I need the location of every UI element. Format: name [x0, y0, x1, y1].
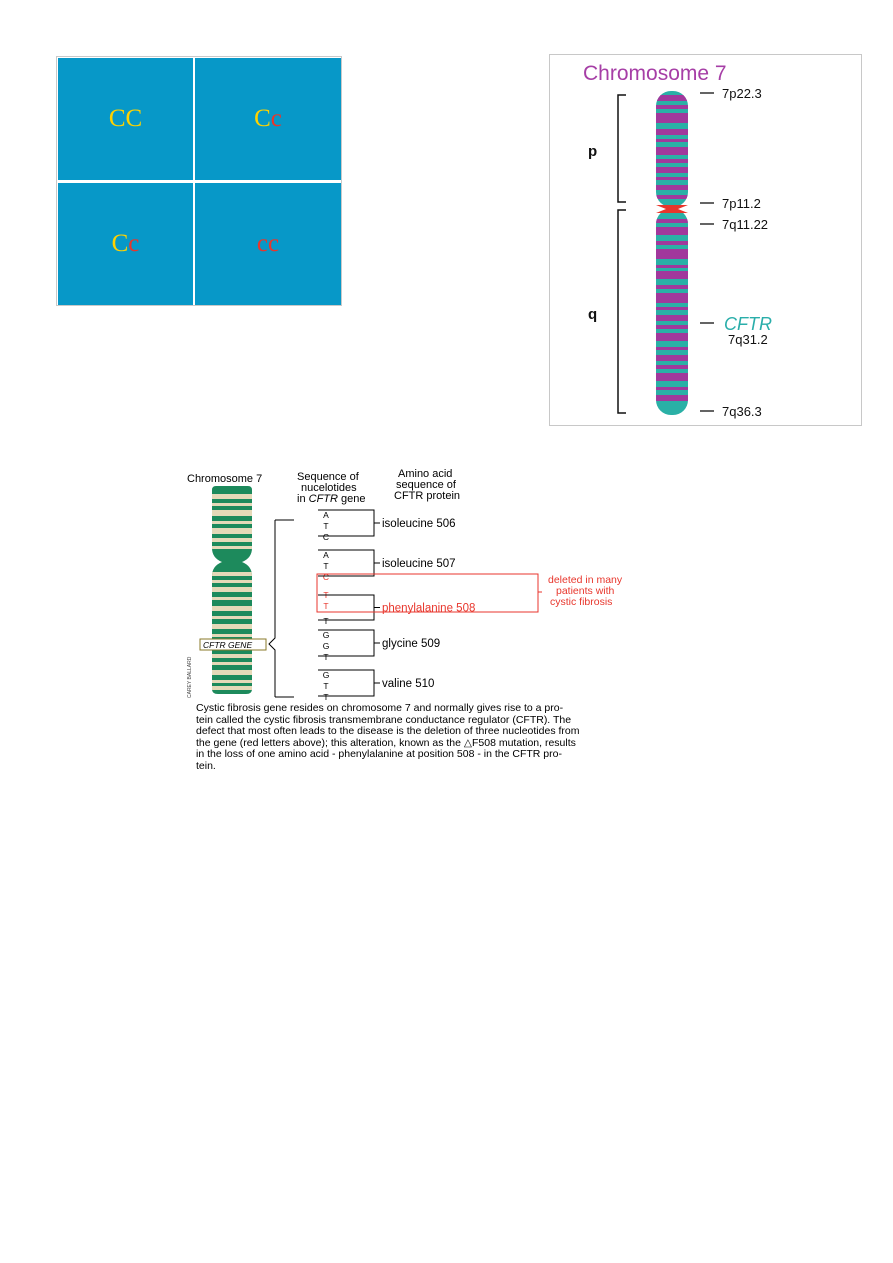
chromosome-band [650, 373, 694, 381]
allele: c [128, 230, 140, 257]
p-arm-label: p [588, 143, 598, 160]
figure-caption [196, 703, 644, 773]
chromosome-band [204, 616, 260, 619]
chromosome-band [650, 285, 694, 289]
amino-acid-label: isoleucine 507 [382, 558, 456, 570]
band-label-7p22-3: 7p22.3 [722, 86, 762, 101]
chromosome-band [650, 129, 694, 135]
nucleotide-letter: T [323, 692, 329, 702]
chromosome-band [204, 634, 260, 637]
band-label-7q31-2: 7q31.2 [728, 332, 768, 347]
chromosome-band [650, 333, 694, 341]
chromosome-band [204, 503, 260, 506]
chromosome-band [650, 219, 694, 223]
header-amino-2: sequence of [396, 479, 456, 491]
punnett-cell-cc [195, 183, 341, 305]
header-amino-1: Amino acid [398, 468, 453, 480]
gene-box-label: CFTR GENE [203, 640, 253, 650]
amino-acid-label: isoleucine 506 [382, 518, 456, 530]
band-label-7q11-22: 7q11.22 [722, 217, 769, 232]
chromosome-band [204, 580, 260, 583]
nucleotide-letter: T [323, 601, 329, 611]
chromosome-band [204, 686, 260, 690]
chromosome-band [204, 521, 260, 524]
caption-line: defect that most often leads to the disease is the deletion of three nucleotides from [196, 725, 580, 738]
nucleotide-letter: A [323, 550, 329, 560]
chromosome-band [650, 167, 694, 173]
deleted-note-1: deleted in many [548, 574, 623, 586]
allele: C [125, 105, 143, 132]
allele: C [108, 105, 126, 132]
chromosome-band [650, 195, 694, 199]
chromosome-band [650, 177, 694, 180]
chromosome-band [204, 538, 260, 542]
chromosome-band [650, 147, 694, 155]
chromosome-band [204, 572, 260, 576]
small-chromosome [204, 484, 260, 698]
chromosome-band [650, 271, 694, 279]
p-arm-bracket [618, 95, 626, 202]
header-sequence-4: CFTR [308, 493, 338, 505]
chromosome-band [650, 227, 694, 235]
chromosome-band [650, 307, 694, 310]
chromosome-band [204, 662, 260, 665]
svg-text:in CFTR gene [297, 493, 366, 505]
gene-label-cftr: CFTR [724, 314, 772, 334]
chromosome-band [650, 347, 694, 350]
punnett-cell-Cc-bottom [58, 183, 193, 305]
nucleotide-letter: G [322, 630, 330, 640]
chromosome-band [650, 241, 694, 245]
amino-acid-label: valine 510 [382, 678, 435, 690]
chromosome-band [650, 105, 694, 109]
chromosome-band [204, 494, 260, 499]
chromosome-band [650, 293, 694, 303]
chromosome-band [204, 606, 260, 611]
chromosome-band [650, 249, 694, 259]
nucleotide-letter: T [323, 681, 329, 691]
chromosome-band [204, 624, 260, 629]
chromosome-band [650, 315, 694, 321]
chromosome-band [650, 325, 694, 329]
header-amino-3: CFTR protein [394, 490, 461, 502]
caption-line: tein called the cystic fibrosis transmembrane conductance regulator (CFTR). The [196, 713, 572, 726]
chromosome-band [204, 680, 260, 683]
delta-symbol: △ [463, 736, 472, 749]
nucleotide-letter: T [323, 652, 329, 662]
chromosome-band [650, 265, 694, 268]
chromosome-band [650, 387, 694, 390]
header-sequence-1: Sequence of [297, 471, 359, 483]
allele: C [111, 230, 129, 257]
header-sequence-2: nucelotides [301, 482, 357, 494]
chromosome-band [650, 113, 694, 123]
punnett-cell-Cc-top [195, 58, 341, 180]
allele: c [270, 105, 282, 132]
amino-acid-label: glycine 509 [382, 638, 441, 650]
nucleotide-letter: G [322, 641, 330, 651]
chromosome-band [650, 365, 694, 369]
band-label-7p11-2: 7p11.2 [722, 196, 761, 211]
cftr-sequence-figure [184, 466, 642, 786]
caption-line: Cystic fibrosis gene resides on chromosome 7 and normally gives rise to a pro- [196, 702, 564, 714]
chromosome-band [204, 546, 260, 549]
chromosome-body [650, 85, 694, 425]
chromosome-band [650, 355, 694, 361]
nucleotide-letter: C [322, 532, 330, 542]
deleted-note-3: cystic fibrosis [550, 596, 613, 608]
chromosome-band [650, 395, 694, 401]
nucleotide-letter: T [323, 561, 329, 571]
nucleotide-letter: T [323, 521, 329, 531]
header-sequence-3: in [297, 493, 306, 505]
nucleotide-letter: C [322, 572, 330, 582]
chromosome-band [204, 587, 260, 592]
svg-text:CFTR GENE [203, 640, 252, 650]
deleted-note-2: patients with [556, 585, 615, 597]
band-label-7q36-3: 7q36.3 [722, 404, 762, 419]
caption-fragment: the gene (red letters above); this alteration, known as the [196, 736, 461, 749]
chromosome-band [650, 139, 694, 142]
q-arm-label: q [588, 306, 598, 323]
nucleotide-letter: T [323, 590, 329, 600]
chromosome-band [204, 528, 260, 534]
chromosome-band [650, 185, 694, 190]
amino-acid-label: phenylalanine 508 [382, 602, 476, 615]
chromosome-band [650, 95, 694, 101]
allele: C [254, 105, 271, 132]
caption-line: tein. [196, 759, 216, 772]
q-arm-bracket [618, 210, 626, 413]
allele: c [256, 230, 268, 257]
chromosome-band [650, 159, 694, 163]
header-sequence-5: gene [341, 493, 366, 505]
nucleotide-letter: T [323, 616, 329, 626]
chromosome-band [204, 510, 260, 516]
caption-fragment: F508 mutation, results [472, 736, 576, 749]
centromere [656, 205, 688, 213]
credit-text: CAREY BALLARD [187, 656, 193, 698]
punnett-square [56, 56, 342, 306]
caption-line: in the loss of one amino acid - phenylalanine at position 508 - in the CFTR pro- [196, 748, 562, 761]
chromosome-band [204, 597, 260, 600]
nucleotide-letter: A [323, 510, 329, 520]
header-chromosome: Chromosome 7 [187, 473, 263, 485]
punnett-cell-CC [58, 58, 193, 180]
allele: c [268, 230, 280, 257]
chromosome-band [204, 670, 260, 675]
nucleotide-letter: G [322, 670, 330, 680]
ideogram-title: Chromosome 7 [583, 62, 727, 85]
chromosome-band [204, 654, 260, 658]
chromosome-7-ideogram [549, 54, 862, 426]
